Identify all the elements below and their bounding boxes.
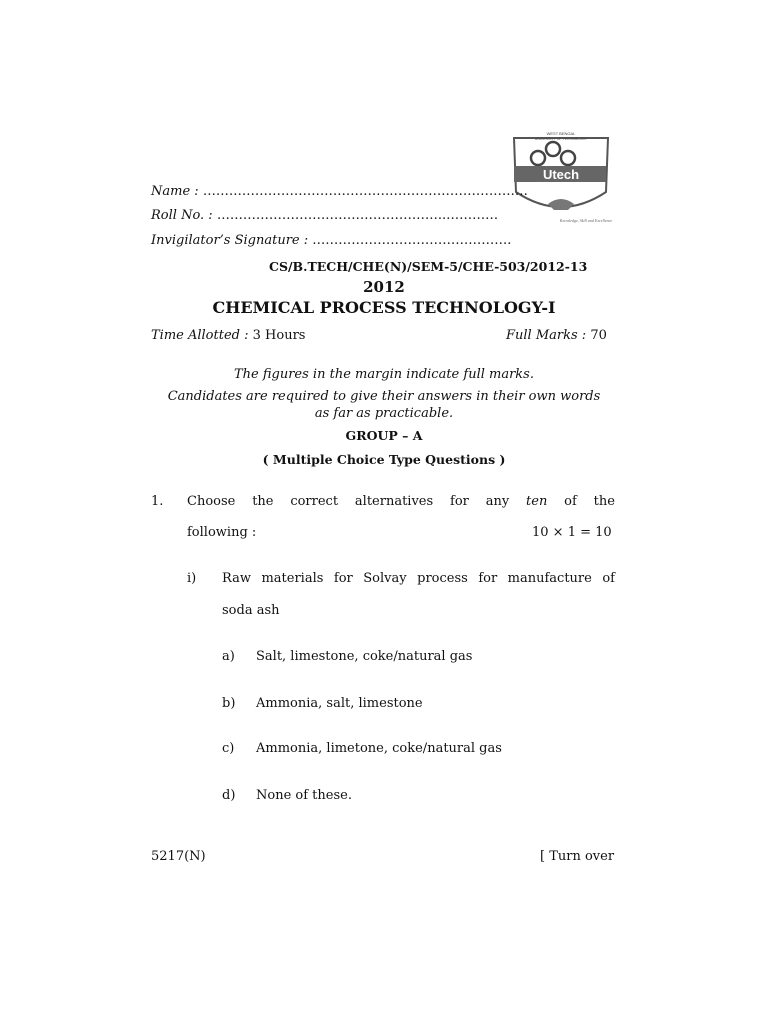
question-text	[187, 494, 615, 509]
instruction-line: The figures in the margin indicate full marks.	[233, 367, 534, 382]
turn-over-note: [ Turn over	[540, 849, 615, 864]
name-field	[151, 184, 528, 199]
university-logo	[508, 130, 614, 230]
question-word: the	[593, 494, 615, 509]
group-subtitle: ( Multiple Choice Type Questions )	[262, 452, 506, 467]
name-dots: …………………………………………………………………	[202, 184, 528, 199]
footer-code: 5217(N)	[151, 849, 206, 864]
subquestion-word: Solvay	[363, 571, 407, 586]
subquestion-word: for	[478, 571, 498, 586]
question-word: of	[564, 494, 577, 509]
time-label: Time Allotted :	[151, 328, 249, 343]
paper-code: CS/B.TECH/CHE(N)/SEM-5/CHE-503/2012-13	[269, 259, 588, 274]
instruction-line: Candidates are required to give their answers in their own words	[167, 389, 601, 404]
subquestion-word: materials	[261, 571, 324, 586]
question-word: correct	[290, 494, 339, 509]
subquestion-word: for	[333, 571, 353, 586]
question-word: alternatives	[354, 494, 434, 509]
question-word: Choose	[187, 494, 236, 509]
signature-label: Invigilator’s Signature :	[151, 233, 309, 248]
option-text-b: Ammonia, salt, limestone	[256, 696, 423, 711]
logo-sub-text: UNIVERSITY OF TECHNOLOGY	[534, 137, 588, 141]
logo-top-text: WEST BENGAL	[546, 131, 576, 136]
instruction-line: as far as practicable.	[314, 406, 454, 421]
roll-field	[151, 208, 498, 223]
question-word: the	[252, 494, 274, 509]
question-number: 1.	[151, 494, 164, 509]
question-word: ten	[526, 494, 548, 509]
subquestion-word: Raw	[222, 571, 251, 586]
option-text-d: None of these.	[256, 788, 352, 803]
full-marks	[506, 328, 607, 343]
option-text-c: Ammonia, limetone, coke/natural gas	[256, 741, 502, 756]
question-word: for	[450, 494, 469, 509]
option-label-d: d)	[222, 788, 236, 803]
subquestion-text	[222, 571, 615, 586]
marks-label: Full Marks :	[506, 328, 587, 343]
signature-field	[151, 233, 511, 248]
signature-dots: ……………………………………….	[312, 233, 512, 248]
option-label-a: a)	[222, 649, 235, 664]
roll-dots: ……………………………………………..…………	[216, 208, 499, 223]
logo-banner-text: Utech	[542, 167, 580, 182]
option-label-c: c)	[222, 741, 235, 756]
subquestion-word: manufacture	[507, 571, 592, 586]
subquestion-word: of	[602, 571, 615, 586]
marks-value: 70	[590, 328, 607, 343]
subquestion-text-continuation: soda ash	[222, 603, 280, 618]
question-marks: 10 × 1 = 10	[532, 525, 612, 540]
paper-title: CHEMICAL PROCESS TECHNOLOGY-I	[212, 298, 556, 317]
group-heading: GROUP – A	[345, 428, 423, 443]
roll-label: Roll No. :	[151, 208, 213, 223]
subquestion-word: process	[417, 571, 468, 586]
time-allotted	[151, 328, 305, 343]
option-text-a: Salt, limestone, coke/natural gas	[256, 649, 473, 664]
question-text-continuation: following :	[187, 525, 257, 540]
option-label-b: b)	[222, 696, 236, 711]
subquestion-number: i)	[187, 571, 197, 586]
name-label: Name :	[151, 184, 199, 199]
time-value: 3 Hours	[252, 328, 306, 343]
paper-year: 2012	[363, 278, 405, 296]
logo-motto: Knowledge, Skill and Excellence	[559, 218, 613, 223]
question-word: any	[485, 494, 510, 509]
